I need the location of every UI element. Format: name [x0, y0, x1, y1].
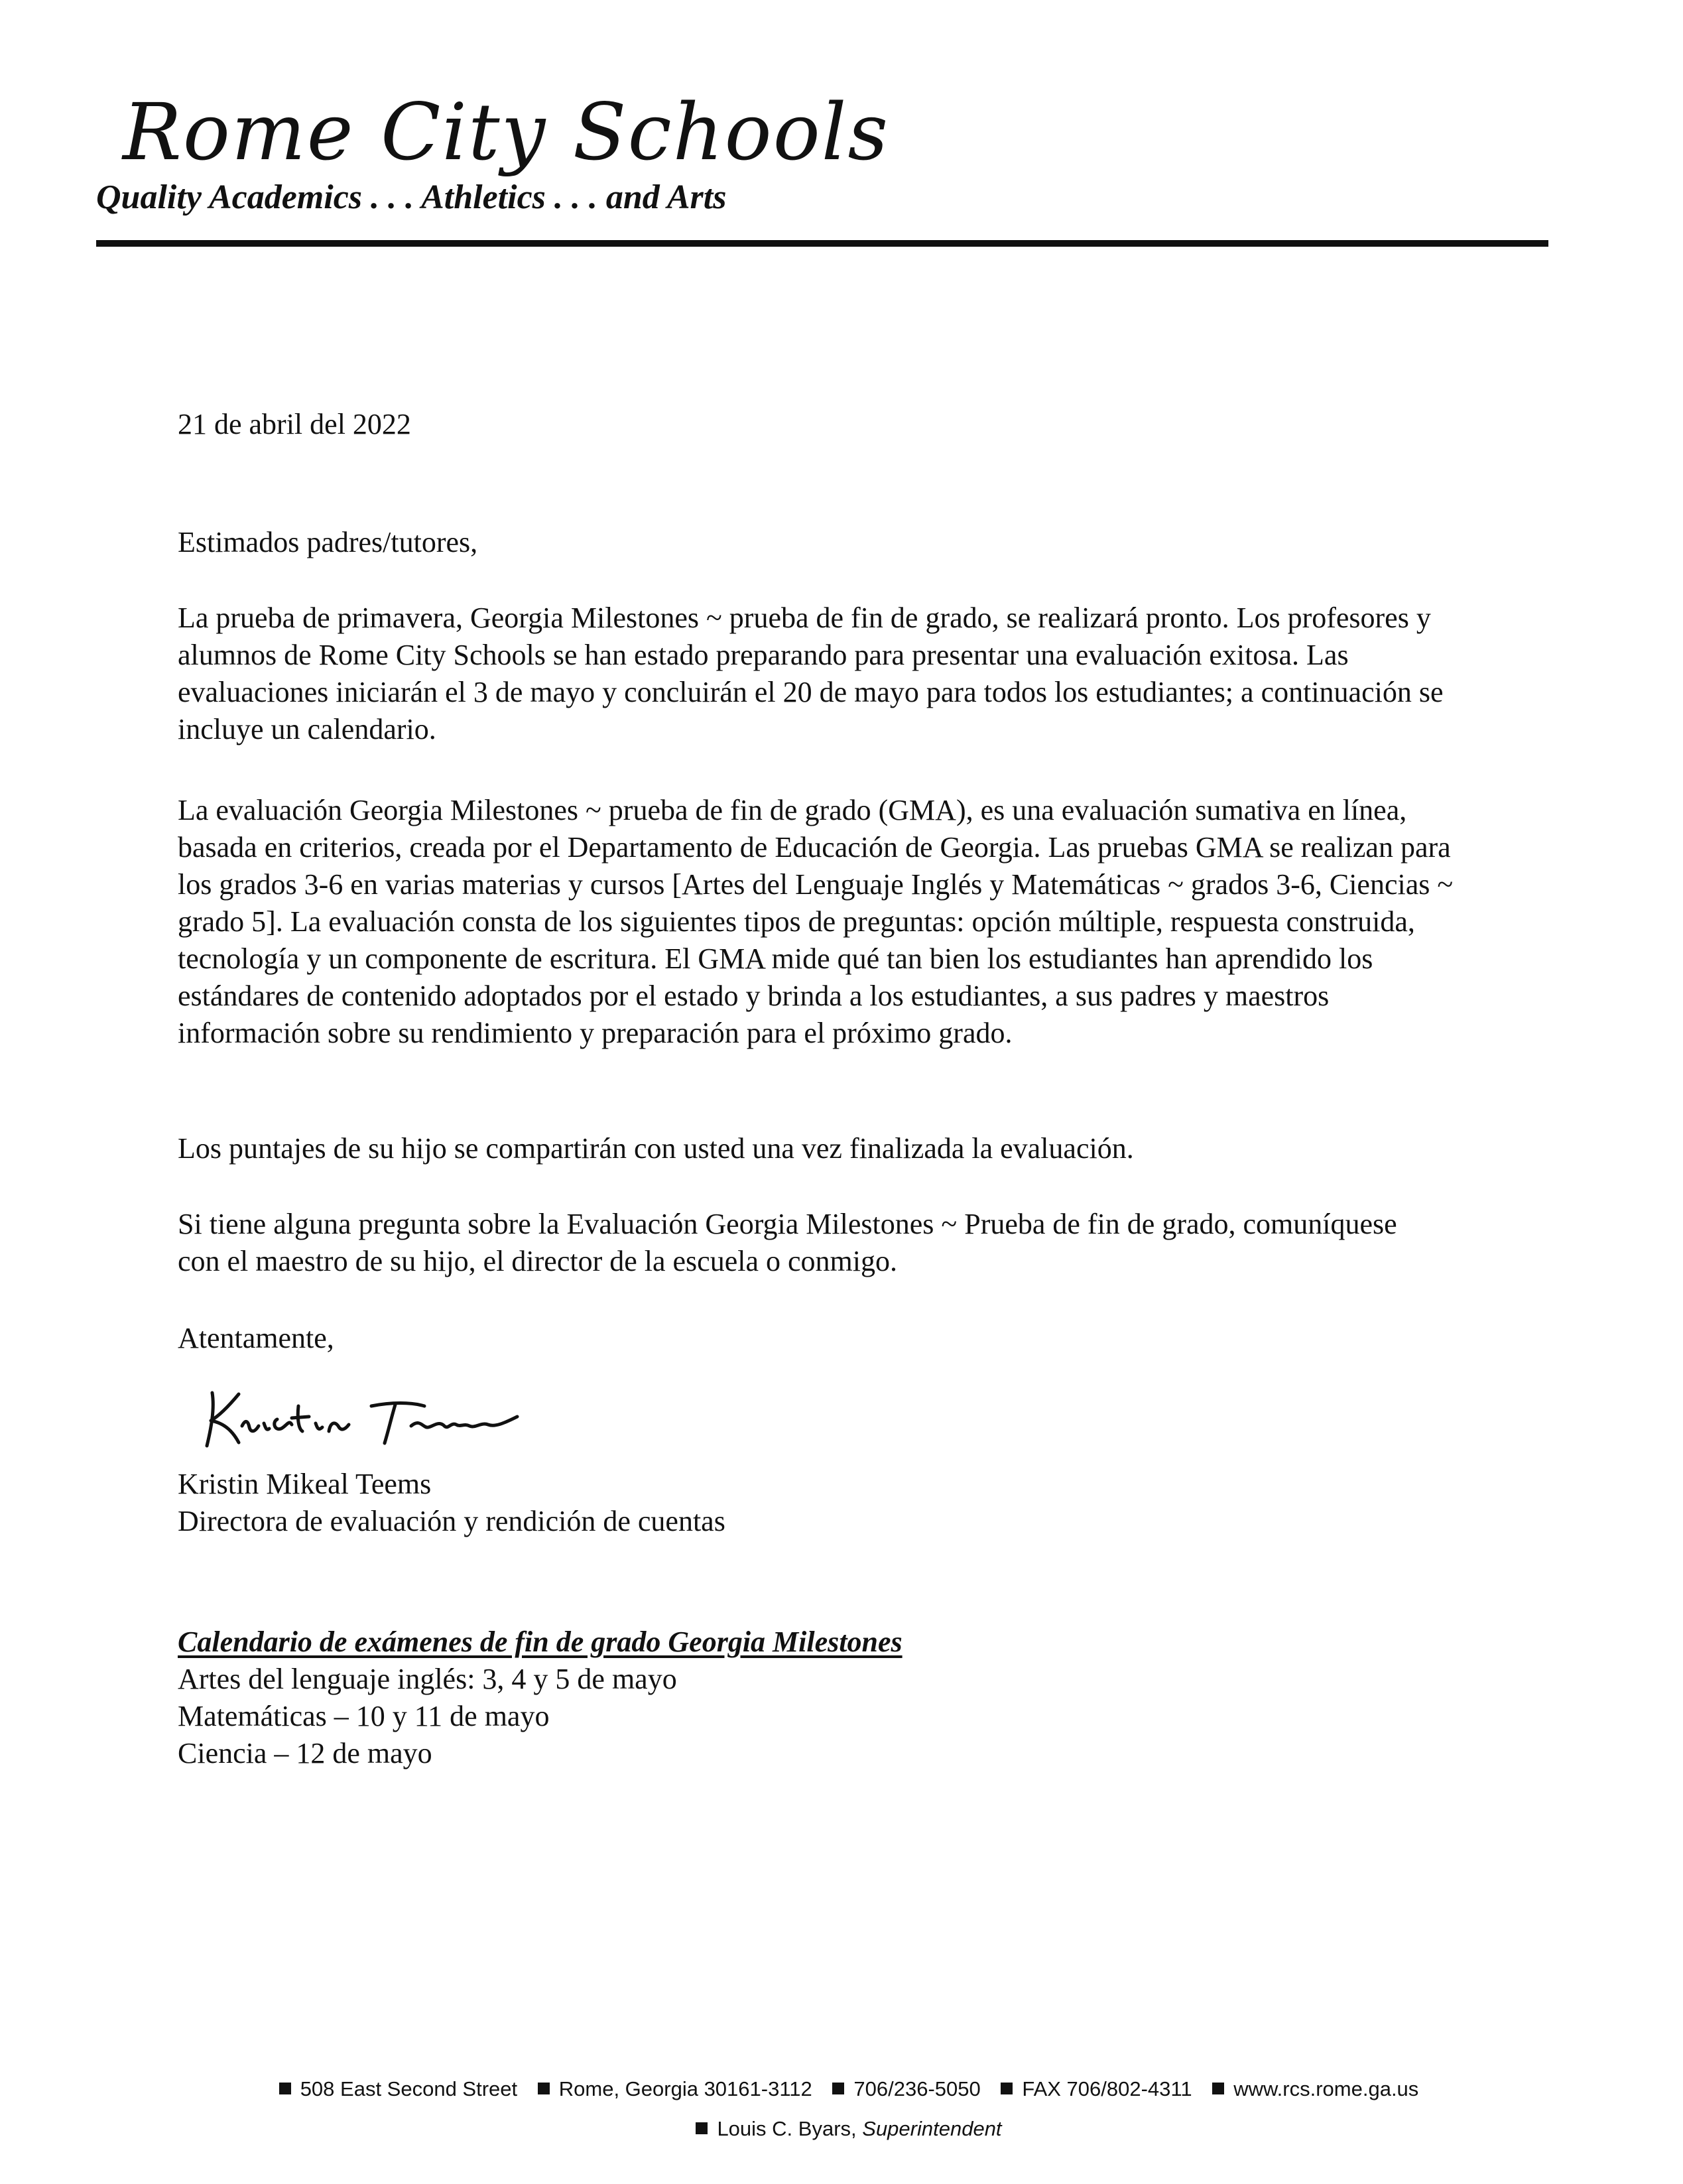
footer-phone: 706/236-5050: [818, 2077, 980, 2100]
signer-name: Kristin Mikeal Teems: [178, 1468, 432, 1500]
letter-paragraph: Si tiene alguna pregunta sobre la Evaluación Georgia Milestones ~ Prueba de fin de grado, comuníquese con el maestro de su hijo, el director de la escuela o conmigo.: [178, 1208, 1397, 1277]
schedule-item: Artes del lenguaje inglés: 3, 4 y 5 de mayo: [178, 1663, 677, 1695]
signer-block: [178, 1466, 1504, 1540]
square-bullet-icon: [1212, 2083, 1224, 2094]
superintendent-title: Superintendent: [862, 2117, 1002, 2140]
square-bullet-icon: [279, 2083, 291, 2094]
footer-contact-line: [0, 2076, 1683, 2102]
footer-address: 508 East Second Street: [265, 2077, 517, 2100]
footer-superintendent-line: [0, 2116, 1683, 2142]
square-bullet-icon: [538, 2083, 550, 2094]
letter-paragraph: Los puntajes de su hijo se compartirán con usted una vez finalizada la evaluación.: [178, 1132, 1134, 1165]
schedule-heading: Calendario de exámenes de fin de grado Georgia Milestones: [178, 1626, 903, 1658]
square-bullet-icon: [696, 2122, 708, 2134]
superintendent-name: Louis C. Byars,: [717, 2117, 857, 2140]
footer-city: Rome, Georgia 30161-3112: [523, 2077, 812, 2100]
square-bullet-icon: [832, 2083, 844, 2094]
handwritten-signature: [192, 1380, 537, 1452]
letter-closing: Atentamente,: [178, 1322, 334, 1354]
school-logo-name: Rome City Schools: [123, 86, 890, 178]
letter-paragraph: La prueba de primavera, Georgia Milestones ~ prueba de fin de grado, se realizará pronto. Los profesores y alumnos de Rome City Schools se han estado preparando para presentar una evaluación exitosa. Las evaluaciones iniciarán el 3 de mayo y concluirán el 20 de mayo para todos los estudiantes; a continuación se incluye un calendario.: [178, 602, 1444, 745]
signer-title: Directora de evaluación y rendición de cuentas: [178, 1505, 725, 1537]
letter-date: 21 de abril del 2022: [178, 408, 411, 440]
footer-fax: FAX 706/802-4311: [986, 2077, 1192, 2100]
letterhead: [96, 86, 1542, 216]
school-tagline: Quality Academics . . . Athletics . . . and Arts: [96, 178, 727, 216]
letter-salutation: Estimados padres/tutores,: [178, 526, 478, 558]
schedule-item: Matemáticas – 10 y 11 de mayo: [178, 1700, 550, 1732]
schedule-item: Ciencia – 12 de mayo: [178, 1737, 432, 1769]
footer-website: www.rcs.rome.ga.us: [1198, 2077, 1418, 2100]
square-bullet-icon: [1001, 2083, 1013, 2094]
test-schedule: [178, 1624, 1504, 1772]
letterhead-divider: [96, 240, 1548, 247]
letter-paragraph: La evaluación Georgia Milestones ~ prueba de fin de grado (GMA), es una evaluación sumativa en línea, basada en criterios, creada por el Departamento de Educación de Georgia. Las pruebas GMA se realizan para los grados 3-6 en varias materias y cursos [Artes del Lenguaje Inglés y Matemáticas ~ grados 3-6, Ciencias ~ grado 5]. La evaluación consta de los siguientes tipos de preguntas: opción múltiple, respuesta construida, tecnología y un componente de escritura. El GMA mide qué tan bien los estudiantes han aprendido los estándares de contenido adoptados por el estado y brinda a los estudiantes, a sus padres y maestros información sobre su rendimiento y preparación para el próximo grado.: [178, 794, 1454, 1049]
